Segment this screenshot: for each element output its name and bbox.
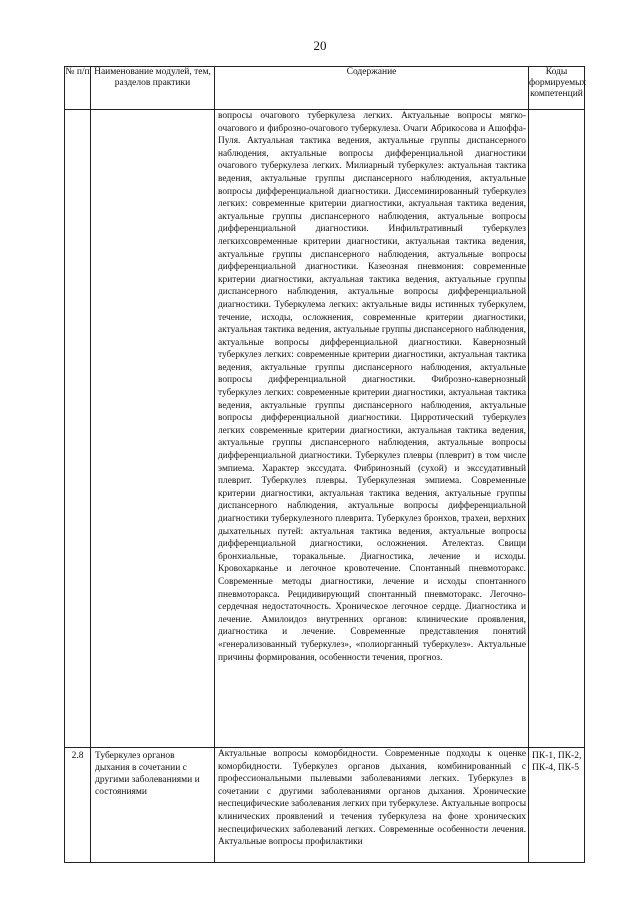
- row-competency-codes: ПК-1, ПК-2, ПК-4, ПК-5: [529, 748, 585, 863]
- table-row: [65, 748, 585, 863]
- header-content: Содержание: [215, 67, 529, 110]
- table-row: [65, 110, 585, 748]
- row-competency-codes: [529, 110, 585, 748]
- header-number: № п/п: [65, 67, 91, 110]
- page-number: 20: [313, 38, 327, 53]
- header-module-name: Наименование модулей, тем, разделов практики: [91, 67, 215, 110]
- row-module-name: Туберкулез органов дыхания в сочетании с другими заболеваниями и состояниями: [91, 748, 215, 863]
- row-number: 2.8: [65, 748, 91, 863]
- table-header-row: [65, 67, 585, 110]
- row-content: Актуальные вопросы коморбидности. Современные подходы к оценке коморбидности. Туберкулез органов дыхания, комбинированный с профессиональными пылевыми заболеваниями легких. Туберкулез в сочетании с другими заболеваниями органов дыхания. Хронические неспецифические заболевания легких при туберкулезе. Актуальные вопросы клинических проявлений и течения туберкулеза на фоне хронических неспецифических заболеваний легких. Современные особенности лечения. Актуальные вопросы профилактики: [215, 748, 529, 863]
- curriculum-table: [64, 66, 585, 863]
- row-content: вопросы очагового туберкулеза легких. Актуальные вопросы мягко-очагового и фиброзно-очагового туберкулеза. Очаги Абрикосова и Ашоффа-Пуля. Актуальная тактика ведения, актуальные группы диспансерного наблюдения, актуальные вопросы дифференциальной диагностики очагового туберкулеза легких. Милиарный туберкулез: актуальная тактика ведения, актуальные группы диспансерного наблюдения, актуальные вопросы дифференциальной диагностики. Диссеминированный туберкулез легких: современные критерии диагностики, актуальная тактика ведения, актуальные группы диспансерного наблюдения, актуальные вопросы дифференциальной диагностики. Инфильтративный туберкулез легкихсовременные критерии диагностики, актуальная тактика ведения, актуальные группы диспансерного наблюдения, актуальные вопросы дифференциальной диагностики. Казеозная пневмония: современные критерии диагностики, актуальная тактика ведения, актуальные группы диспансерного наблюдения, актуальные вопросы дифференциальной диагностики. Туберкулема легких: актуальные виды истинных туберкулем, течение, исходы, осложнения, современные критерии диагностики, актуальная тактика ведения, актуальные группы диспансерного наблюдения, актуальные вопросы дифференциальной диагностики. Кавернозный туберкулез легких: современные критерии диагностики, актуальная тактика ведения, актуальные группы диспансерного наблюдения, актуальные вопросы дифференциальной диагностики. Фиброзно-кавернозный туберкулез легких: современные критерии диагностики, актуальная тактика ведения, актуальные группы диспансерного наблюдения, актуальные вопросы дифференциальной диагностики. Цирротический туберкулез легких современные критерии диагностики, актуальная тактика ведения, актуальные группы диспансерного наблюдения, актуальные вопросы дифференциальной диагностики. Туберкулез плевры (плеврит) в том числе эмпиема. Характер экссудата. Фибринозный (сухой) и экссудативный плеврит. Туберкулез плевры. Туберкулезная эмпиема. Современные критерии диагностики, актуальная тактика ведения, актуальные группы диспансерного наблюдения, актуальные вопросы дифференциальной диагностики туберкулезного плеврита. Туберкулез бронхов, трахеи, верхних дыхательных путей: актуальная тактика ведения, актуальные вопросы дифференциальной диагностики, осложнения. Ателектаз. Свищи бронхиальные, торакальные. Диагностика, лечение и исходы. Кровохарканье и легочное кровотечение. Спонтанный пневмоторакс. Современные методы диагностики, лечение и исходы спонтанного пневмоторакса. Рецидивирующий спонтанный пневмоторакс. Легочно-сердечная недостаточность. Хроническое легочное сердце. Диагностика и лечение. Амилоидоз внутренних органов: клинические проявления, диагностика и лечение. Современные представления понятий «генерализованный туберкулез», «полиорганный туберкулез». Актуальные причины формирования, особенности течения, прогноз.: [215, 110, 529, 748]
- row-module-name: [91, 110, 215, 748]
- row-number: [65, 110, 91, 748]
- header-competency-codes: Коды формируемых компетенций: [529, 67, 585, 110]
